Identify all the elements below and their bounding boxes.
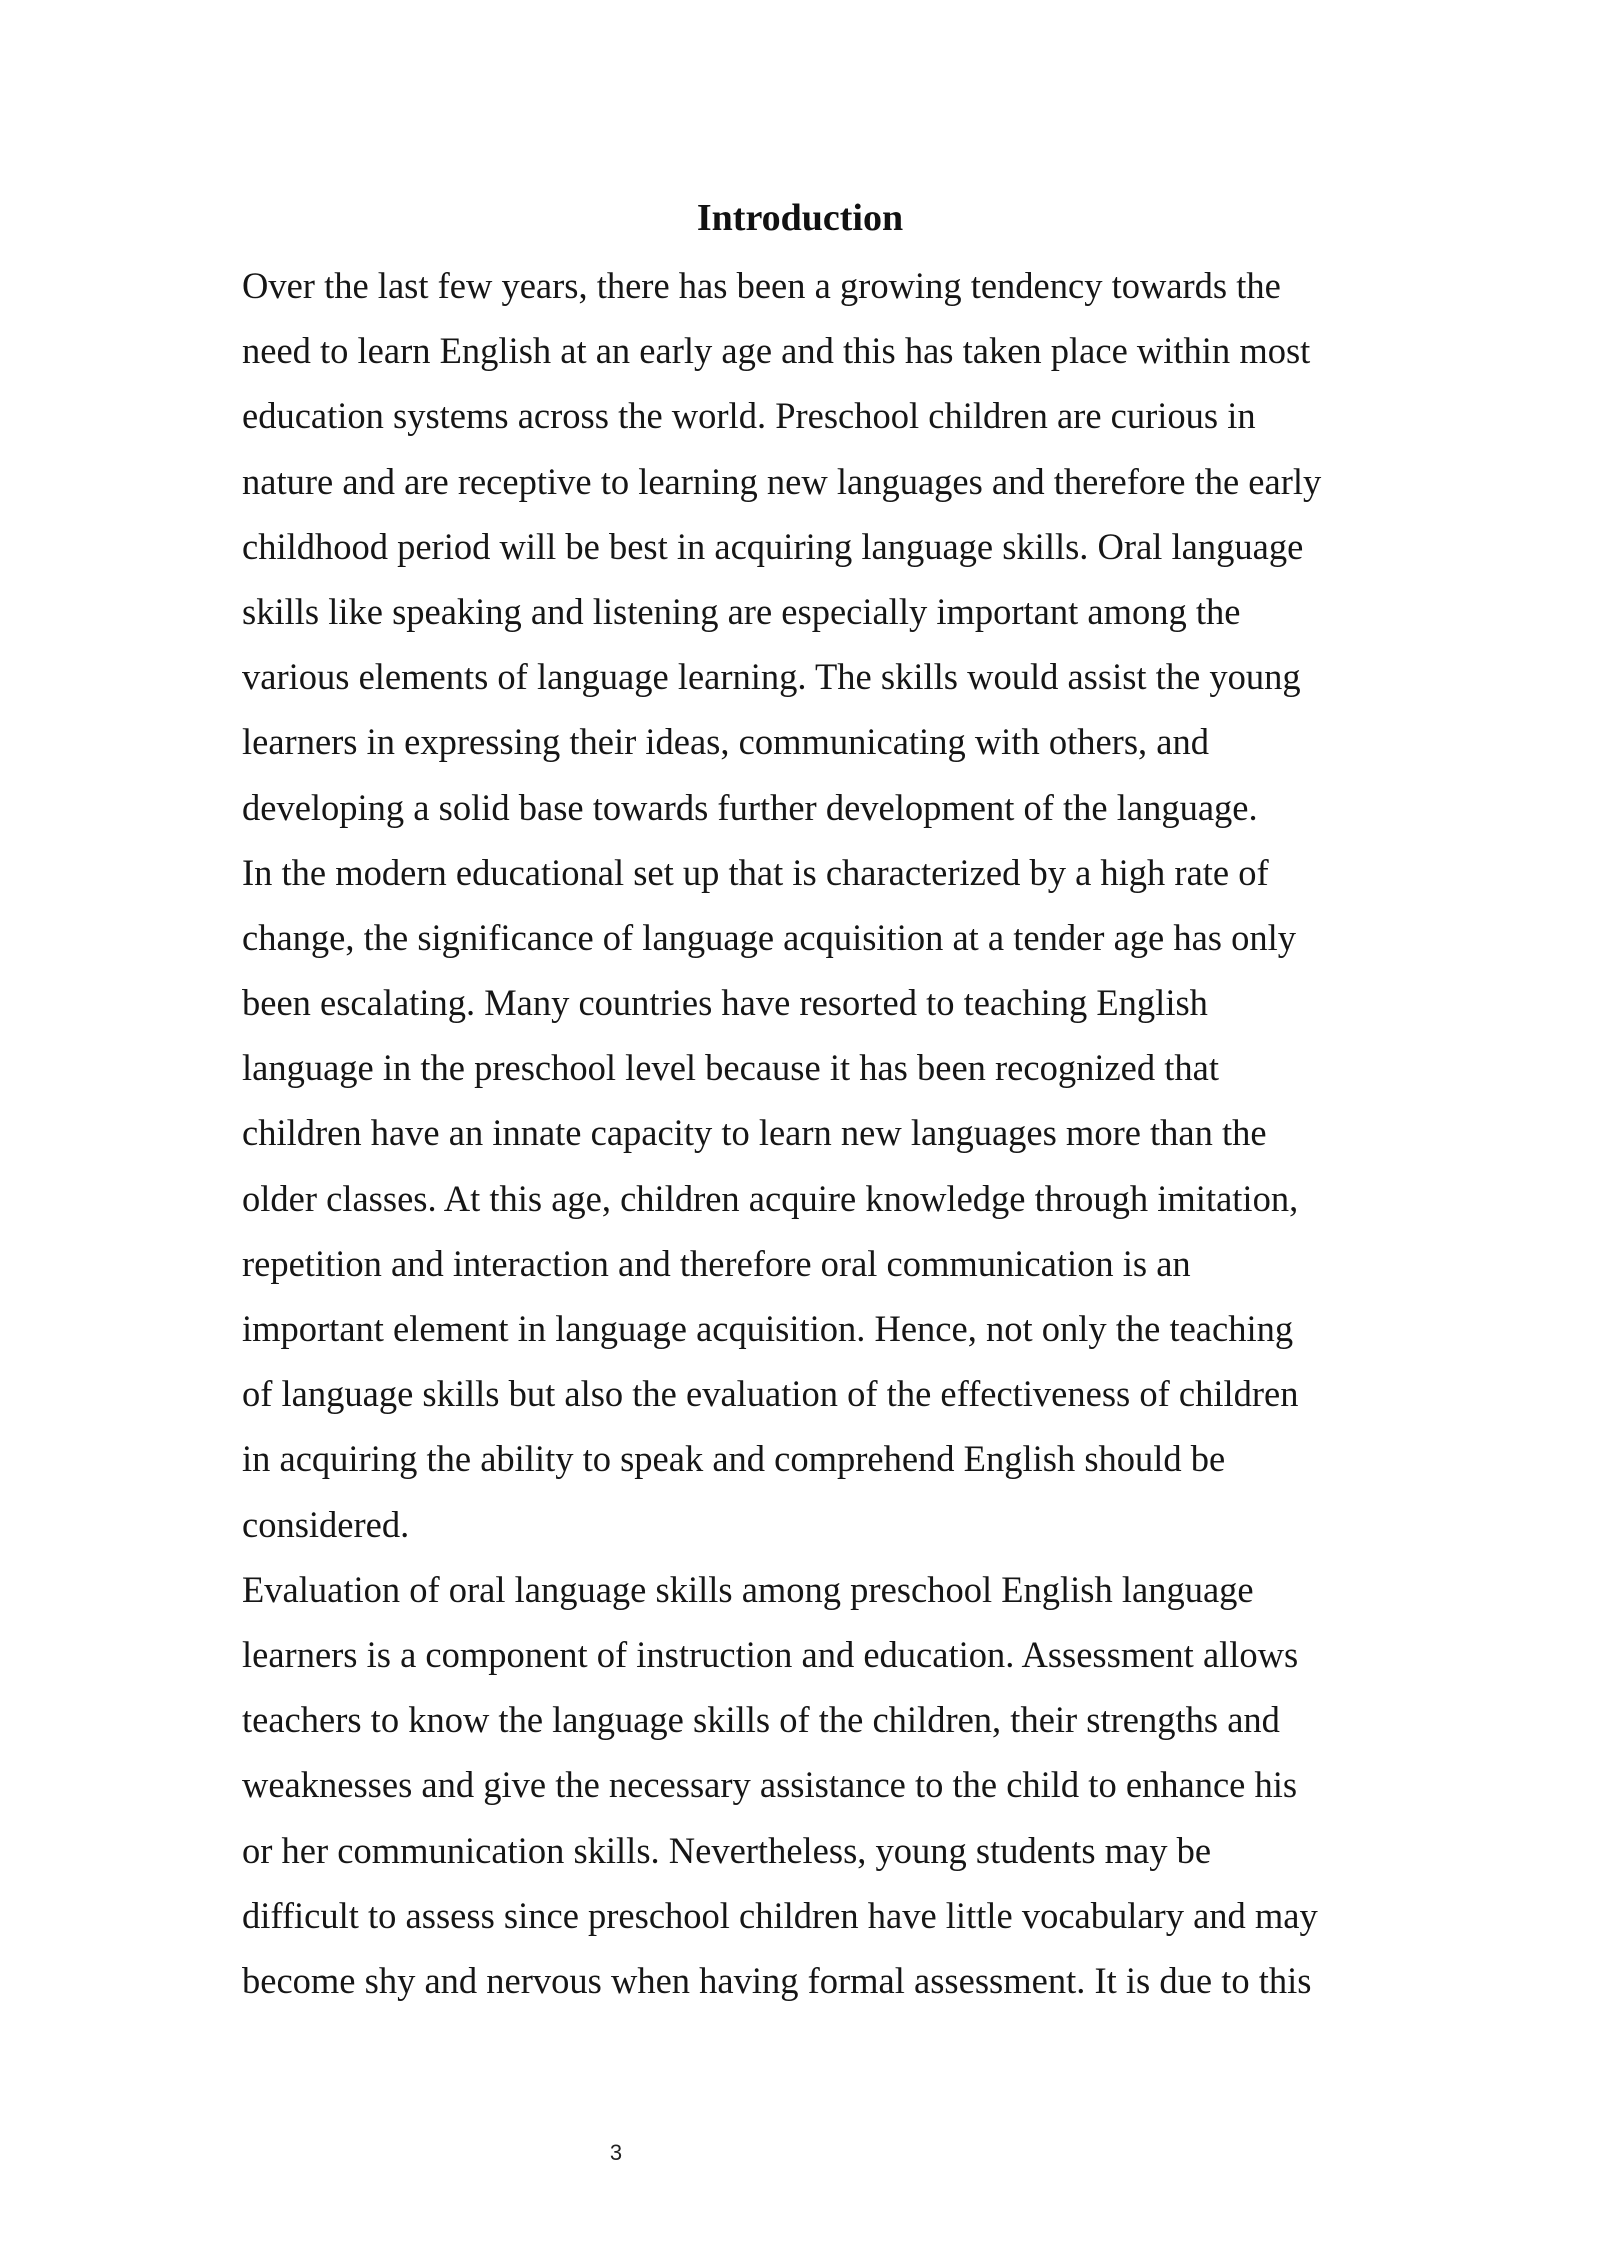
body-text <box>242 253 1382 2013</box>
text-line: In the modern educational set up that is characterized by a high rate of <box>242 851 1269 893</box>
text-line: been escalating. Many countries have resorted to teaching English <box>242 982 1208 1024</box>
text-line: important element in language acquisition. Hence, not only the teaching <box>242 1308 1294 1349</box>
text-line: childhood period will be best in acquiring language skills. Oral language <box>242 525 1304 567</box>
text-line: Evaluation of oral language skills among preschool English language <box>242 1568 1254 1610</box>
text-line: become shy and nervous when having formal assessment. It is due to this <box>242 1959 1312 2001</box>
text-line: learners in expressing their ideas, communicating with others, and <box>242 721 1209 763</box>
text-line: developing a solid base towards further development of the language. <box>242 786 1258 828</box>
text-line: weaknesses and give the necessary assistance to the child to enhance his <box>242 1764 1298 1806</box>
text-line: language in the preschool level because it has been recognized that <box>242 1047 1219 1089</box>
text-line: older classes. At this age, children acquire knowledge through imitation, <box>242 1177 1299 1219</box>
text-line: teachers to know the language skills of the children, their strengths and <box>242 1699 1280 1741</box>
page-title: Introduction <box>696 197 904 239</box>
text-line: change, the significance of language acquisition at a tender age has only <box>242 916 1297 958</box>
text-line: considered. <box>242 1503 410 1545</box>
text-line: learners is a component of instruction and education. Assessment allows <box>242 1633 1299 1675</box>
text-line: difficult to assess since preschool children have little vocabulary and may <box>242 1894 1318 1936</box>
page-number: 3 <box>609 2140 623 2165</box>
text-line: repetition and interaction and therefore oral communication is an <box>242 1242 1191 1284</box>
text-line: nature and are receptive to learning new languages and therefore the early <box>242 460 1322 502</box>
text-line: of language skills but also the evaluation of the effectiveness of children <box>242 1373 1299 1415</box>
text-line: skills like speaking and listening are especially important among the <box>242 590 1241 632</box>
text-line: various elements of language learning. The skills would assist the young <box>242 656 1301 698</box>
text-line: or her communication skills. Nevertheless, young students may be <box>242 1829 1212 1871</box>
text-line: Over the last few years, there has been a growing tendency towards the <box>242 265 1281 306</box>
text-line: in acquiring the ability to speak and comprehend English should be <box>242 1438 1226 1480</box>
text-line: children have an innate capacity to learn new languages more than the <box>242 1112 1267 1154</box>
text-line: education systems across the world. Preschool children are curious in <box>242 395 1256 437</box>
text-line: need to learn English at an early age and this has taken place within most <box>242 330 1311 372</box>
